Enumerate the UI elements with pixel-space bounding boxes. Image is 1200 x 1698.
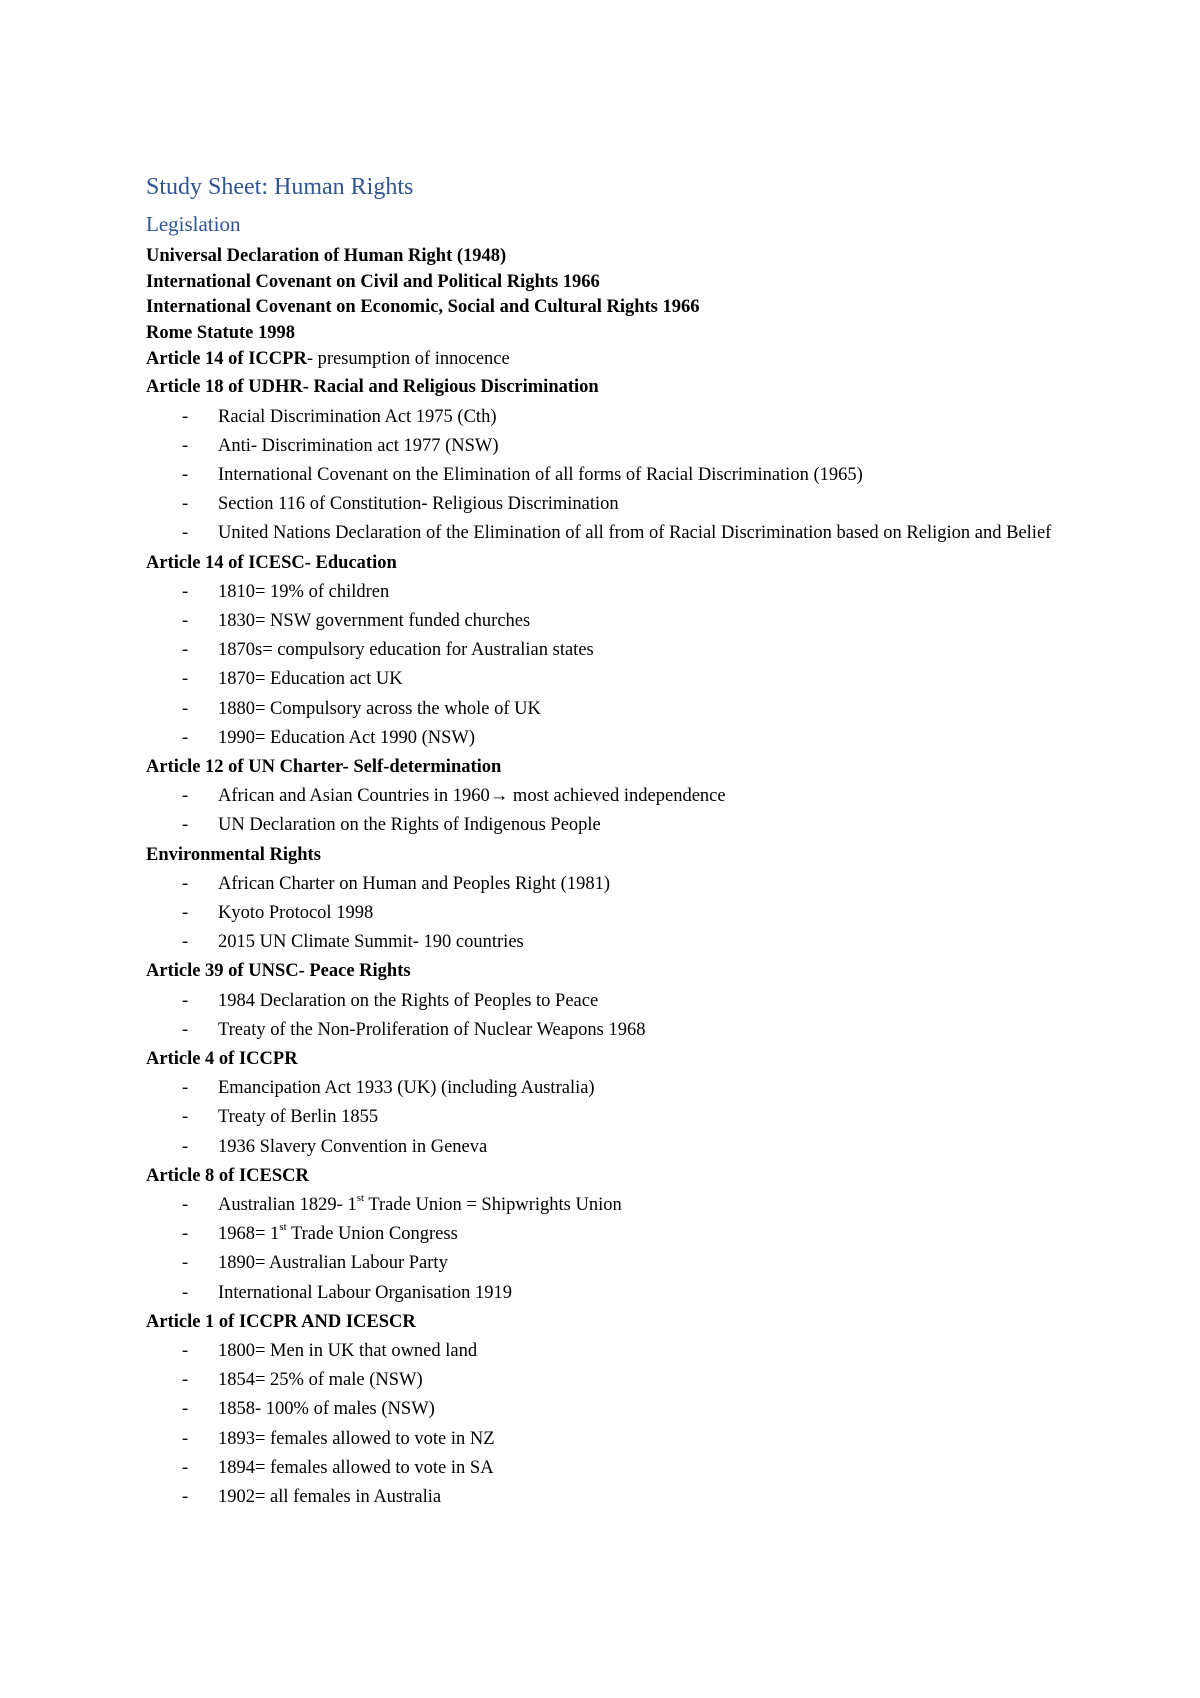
list-item-text: [218, 1220, 1066, 1249]
list-item-text: Section 116 of Constitution- Religious Discrimination: [218, 494, 619, 515]
dash-bullet: -: [182, 1224, 189, 1245]
article14-bold: Article 14 of ICCPR: [146, 349, 307, 370]
dash-bullet: -: [182, 1457, 189, 1478]
list-item: [146, 1074, 1066, 1103]
dash-bullet: -: [182, 1019, 189, 1040]
list-item: [146, 1366, 1066, 1395]
dash-bullet: -: [182, 873, 189, 894]
list-item-text: 1990= Education Act 1990 (NSW): [218, 727, 476, 748]
list-item: [146, 811, 1066, 840]
list-item-text: 1902= all females in Australia: [218, 1487, 442, 1508]
section-heading: Article 18 of UDHR- Racial and Religious Discrimination: [146, 377, 599, 398]
list-item: [146, 1220, 1066, 1249]
dash-bullet: -: [182, 727, 189, 748]
list-item: [146, 987, 1066, 1016]
list-item-text: International Covenant on the Elimination of all forms of Racial Discrimination (1965): [218, 464, 863, 485]
list-item-text: Treaty of Berlin 1855: [218, 1107, 379, 1128]
list-item-text: 1810= 19% of children: [218, 581, 390, 602]
dash-bullet: -: [182, 611, 189, 631]
dash-bullet: -: [182, 1282, 189, 1303]
section-heading: Environmental Rights: [146, 844, 321, 865]
intro-line: International Covenant on Economic, Social and Cultural Rights 1966: [146, 297, 700, 318]
list-item-text: 1870s= compulsory education for Australian states: [218, 640, 594, 661]
document-page: [146, 168, 1066, 1512]
section-heading: Article 4 of ICCPR: [146, 1049, 298, 1070]
intro-block: [146, 244, 1066, 373]
intro-line: Rome Statute 1998: [146, 322, 296, 343]
ordinal-suffix: st: [279, 1221, 287, 1234]
section-heading: Article 1 of ICCPR AND ICESCR: [146, 1311, 416, 1332]
section: [146, 957, 1066, 1045]
article14-line: [146, 346, 1066, 373]
dash-bullet: -: [182, 990, 189, 1011]
list-item: [146, 695, 1066, 724]
list-item: [146, 1483, 1066, 1512]
section-heading: Article 8 of ICESCR: [146, 1165, 309, 1186]
list-item-text: African Charter on Human and Peoples Right (1981): [218, 873, 611, 894]
dash-bullet: -: [182, 903, 189, 924]
list-item: [146, 490, 1066, 519]
dash-bullet: -: [182, 1399, 189, 1420]
ordinal-suffix: st: [356, 1191, 365, 1204]
list-item-text: African and Asian Countries in 1960→ most achieved independence: [218, 786, 726, 807]
list-item-text-post: Trade Union Congress: [286, 1224, 458, 1245]
section-subtitle: Legislation: [146, 212, 241, 236]
section: [146, 841, 1066, 958]
list-item: [146, 1279, 1066, 1308]
dash-bullet: -: [182, 1078, 189, 1099]
list-item-text: Anti- Discrimination act 1977 (NSW): [218, 435, 499, 456]
list-item: [146, 1454, 1066, 1483]
list-item-text-pre: 1968= 1: [218, 1224, 280, 1245]
page-title: Study Sheet: Human Rights: [146, 174, 414, 200]
dash-bullet: -: [182, 1253, 189, 1274]
dash-bullet: -: [182, 406, 189, 427]
dash-bullet: -: [182, 1341, 189, 1362]
dash-bullet: -: [182, 1195, 189, 1216]
article14-rest: - presumption of innocence: [306, 349, 510, 370]
list-item: [146, 1133, 1066, 1162]
section: [146, 549, 1066, 753]
list-item: [146, 519, 1066, 548]
list-item-text: UN Declaration on the Rights of Indigenous People: [218, 815, 601, 836]
list-item: [146, 461, 1066, 490]
dash-bullet: -: [182, 640, 189, 661]
dash-bullet: -: [182, 1136, 189, 1157]
list-item: [146, 870, 1066, 899]
list-item-text: International Labour Organisation 1919: [218, 1282, 513, 1303]
section-heading: Article 12 of UN Charter- Self-determination: [146, 757, 502, 778]
list-item: [146, 432, 1066, 461]
section: [146, 373, 1066, 548]
list-item-text: 1870= Education act UK: [218, 669, 403, 690]
list-item-text: 1893= females allowed to vote in NZ: [218, 1428, 495, 1449]
section: [146, 1162, 1066, 1308]
dash-bullet: -: [182, 464, 189, 485]
list-item-text: Treaty of the Non-Proliferation of Nuclear Weapons 1968: [218, 1019, 646, 1040]
dash-bullet: -: [182, 698, 189, 719]
list-item: [146, 1337, 1066, 1366]
dash-bullet: -: [182, 1370, 189, 1391]
list-item-text: 2015 UN Climate Summit- 190 countries: [218, 932, 524, 953]
section: [146, 1045, 1066, 1162]
list-item: [146, 1395, 1066, 1424]
dash-bullet: -: [182, 669, 189, 690]
dash-bullet: -: [182, 1487, 189, 1508]
dash-bullet: -: [182, 581, 189, 602]
section: [146, 753, 1066, 841]
list-item: [146, 1103, 1066, 1132]
intro-line: International Covenant on Civil and Political Rights 1966: [146, 271, 600, 292]
dash-bullet: -: [182, 1428, 189, 1449]
list-item-text: United Nations Declaration of the Elimination of all from of Racial Discrimination based on Religion and Belief: [218, 523, 1052, 544]
list-item: [146, 1016, 1066, 1045]
list-item-text: 1858- 100% of males (NSW): [218, 1399, 435, 1420]
list-item: [146, 782, 1066, 811]
section: [146, 1308, 1066, 1512]
list-item-text: 1936 Slavery Convention in Geneva: [218, 1136, 488, 1157]
list-item: [146, 928, 1066, 957]
list-item-text: [218, 1191, 1066, 1220]
list-item: [146, 665, 1066, 694]
dash-bullet: -: [182, 786, 189, 807]
dash-bullet: -: [182, 494, 189, 515]
list-item-text: 1894= females allowed to vote in SA: [218, 1457, 494, 1478]
list-item: [146, 636, 1066, 665]
dash-bullet: -: [182, 435, 189, 456]
list-item-text: Emancipation Act 1933 (UK) (including Australia): [218, 1078, 595, 1099]
list-item-text: 1880= Compulsory across the whole of UK: [218, 698, 541, 719]
dash-bullet: -: [182, 815, 189, 836]
sections-container: [146, 373, 1066, 1512]
list-item: [146, 1425, 1066, 1454]
dash-bullet: -: [182, 523, 189, 544]
list-item-text: 1830= NSW government funded churches: [218, 611, 531, 631]
dash-bullet: -: [182, 932, 189, 953]
list-item: [146, 724, 1066, 753]
list-item-text-post: Trade Union = Shipwrights Union: [364, 1195, 622, 1216]
list-item: [146, 578, 1066, 607]
list-item-text: 1890= Australian Labour Party: [218, 1253, 448, 1274]
list-item-text: 1984 Declaration on the Rights of Peoples to Peace: [218, 990, 599, 1011]
list-item: [146, 607, 1066, 636]
dash-bullet: -: [182, 1107, 189, 1128]
intro-line: Universal Declaration of Human Right (1948): [146, 246, 507, 266]
list-item-text: 1800= Men in UK that owned land: [218, 1341, 478, 1362]
list-item-text: 1854= 25% of male (NSW): [218, 1370, 423, 1391]
list-item-text: Racial Discrimination Act 1975 (Cth): [218, 406, 497, 427]
list-item-text: Kyoto Protocol 1998: [218, 903, 374, 924]
section-heading: Article 14 of ICESC- Education: [146, 552, 397, 573]
section-heading: Article 39 of UNSC- Peace Rights: [146, 961, 411, 982]
list-item: [146, 899, 1066, 928]
list-item: [146, 403, 1066, 432]
list-item-text-pre: Australian 1829- 1: [218, 1195, 357, 1216]
list-item: [146, 1191, 1066, 1220]
list-item: [146, 1249, 1066, 1278]
